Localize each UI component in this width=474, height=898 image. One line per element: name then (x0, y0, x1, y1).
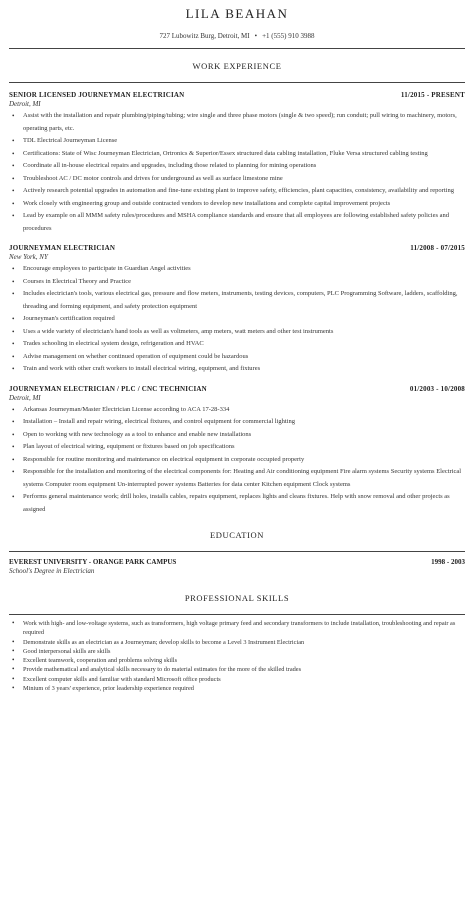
job-bullet: • TDL Electrical Journeyman License (21, 135, 465, 148)
job-title: JOURNEYMAN ELECTRICIAN (9, 244, 116, 252)
job-location: New York, NY (9, 253, 48, 261)
job-bullet: • Responsible for the installation and monitoring of the electrical components for: Heating and Air conditioning equipment Fire alarm systems Security systems Electrical systems Computer room equipment Un-interrupted power systems Batteries for data center Kitchen equipment Clock systems (21, 466, 465, 491)
job-bullet: • Responsible for routine monitoring and maintenance on electrical equipment in corporate occupied property (21, 454, 465, 467)
skills-list (9, 619, 465, 693)
job-bullets (9, 263, 465, 376)
work-experience-heading: WORK EXPERIENCE (192, 61, 282, 71)
job-bullet: • Open to working with new technology as a tool to enhance and enable new installations (21, 429, 465, 442)
job-location: Detroit, MI (9, 393, 41, 402)
job-bullet: • Coordinate all in-house electrical repairs and upgrades, including those related to planning for mining operations (21, 160, 465, 173)
education-dates: 1998 - 2003 (431, 558, 465, 566)
job-bullet: • Work closely with engineering group and outside contracted vendors to develop new installations and complete capital improvement projects (21, 198, 465, 211)
job-title: JOURNEYMAN ELECTRICIAN / PLC / CNC TECHNICIAN (9, 384, 207, 393)
skill-item: • Good interpersonal skills are skills (21, 647, 465, 656)
job-bullet: • Trades schooling in electrical system design, refrigeration and HVAC (21, 338, 465, 351)
school-name: EVEREST UNIVERSITY - ORANGE PARK CAMPUS (9, 558, 177, 566)
candidate-name: LILA BEAHAN (185, 6, 289, 21)
skills-divider (9, 614, 465, 615)
skill-item: • Minium of 3 years' experience, prior leadership experience required (21, 684, 465, 693)
education-heading: EDUCATION (209, 530, 265, 540)
job-location: Detroit, MI (9, 100, 41, 108)
job-bullet: • Train and work with other craft workers to install electrical wiring, equipment, and fixtures (21, 363, 465, 376)
skill-item: • Excellent teamwork, cooperation and problems solving skills (21, 656, 465, 665)
job-header (9, 244, 465, 252)
job-bullet: • Plan layout of electrical wiring, equipment or fixtures based on job specifications (21, 441, 465, 454)
job-bullet: • Arkansas Journeyman/Master Electrician License according to ACA 17-28-334 (21, 404, 465, 417)
skill-item: • Work with high- and low-voltage systems, such as transformers, high voltage primary feed and secondary transformers to include installation, troubleshooting and repair as required (21, 619, 465, 638)
phone-text: +1 (555) 910 3988 (262, 32, 315, 40)
professional-skills-heading: PROFESSIONAL SKILLS (184, 593, 290, 603)
job-entry (9, 244, 465, 376)
job-title: SENIOR LICENSED JOURNEYMAN ELECTRICIAN (9, 91, 185, 99)
job-dates: 11/2008 - 07/2015 (410, 244, 465, 252)
header-divider (9, 48, 465, 49)
job-bullet: • Assist with the installation and repair plumbing/piping/tubing; wire single and three phase motors (single & two speed); run conduit; pull wiring to machinery, motors, operating parts, etc. (21, 110, 465, 135)
address-text: 727 Lubowitz Burg, Detroit, MI (159, 32, 250, 40)
job-entry (9, 385, 465, 517)
job-header (9, 91, 465, 99)
skill-item: • Demonstrate skills as an electrician as a Journeyman; develop skills to become a Level 3 Instrument Electrician (21, 638, 465, 647)
education-header (9, 558, 465, 566)
job-bullets (9, 404, 465, 517)
job-bullets (9, 110, 465, 235)
skill-item: • Provide mathematical and analytical skills necessary to do material estimates for the more of the skilled trades (21, 665, 465, 674)
job-dates: 11/2015 - PRESENT (400, 91, 465, 99)
job-bullet: • Advise management on whether continued operation of equipment could be hazardous (21, 351, 465, 364)
job-bullet: • Performs general maintenance work; drill holes, installs cables, repairs equipment, replaces lights and cleans fixtures. Help with snow removal and other projects as assigned (21, 491, 465, 516)
job-bullet: • Troubleshoot AC / DC motor controls and drives for underground as well as surface limestone mine (21, 173, 465, 186)
job-bullet: • Actively research potential upgrades in automation and fine-tune existing plant to improve safety, efficiencies, plant capacities, consistency, availability and reporting (21, 185, 465, 198)
skill-item: • Excellent computer skills and familiar with standard Microsoft office products (21, 675, 465, 684)
job-header (9, 385, 465, 393)
job-bullet: • Journeyman's certification required (21, 313, 465, 326)
resume-page (0, 6, 474, 898)
degree-text: School's Degree in Electrician (9, 567, 95, 575)
job-bullet: • Uses a wide variety of electrician's hand tools as well as voltmeters, amp meters, watt meters and other test instruments (21, 326, 465, 339)
job-entry (9, 91, 465, 235)
job-bullet: • Includes electrician's tools, various electrical gas, pressure and flow meters, instruments, testing devices, computers, PLC Programming Software, ladders, scaffolding, threading and forming equipment, and safety protection equipment (21, 288, 465, 313)
contact-line (9, 32, 465, 40)
contact-separator: • (254, 32, 258, 40)
job-bullet: • Courses in Electrical Theory and Practice (21, 276, 465, 289)
job-bullet: • Certifications: State of Wisc Journeyman Electrician, Ortronics & Superior/Essex structured data cabling installation, Fluke Versa structured cabling testing (21, 148, 465, 161)
job-bullet: • Installation – Install and repair wiring, electrical fixtures, and control equipment for commercial lighting (21, 416, 465, 429)
job-bullet: • Lead by example on all MMM safety rules/procedures and MSHA compliance standards and ensure that all employees are following established safety policies and procedures (21, 210, 465, 235)
job-bullet: • Encourage employees to participate in Guardian Angel activities (21, 263, 465, 276)
job-dates: 01/2003 - 10/2008 (409, 384, 465, 393)
